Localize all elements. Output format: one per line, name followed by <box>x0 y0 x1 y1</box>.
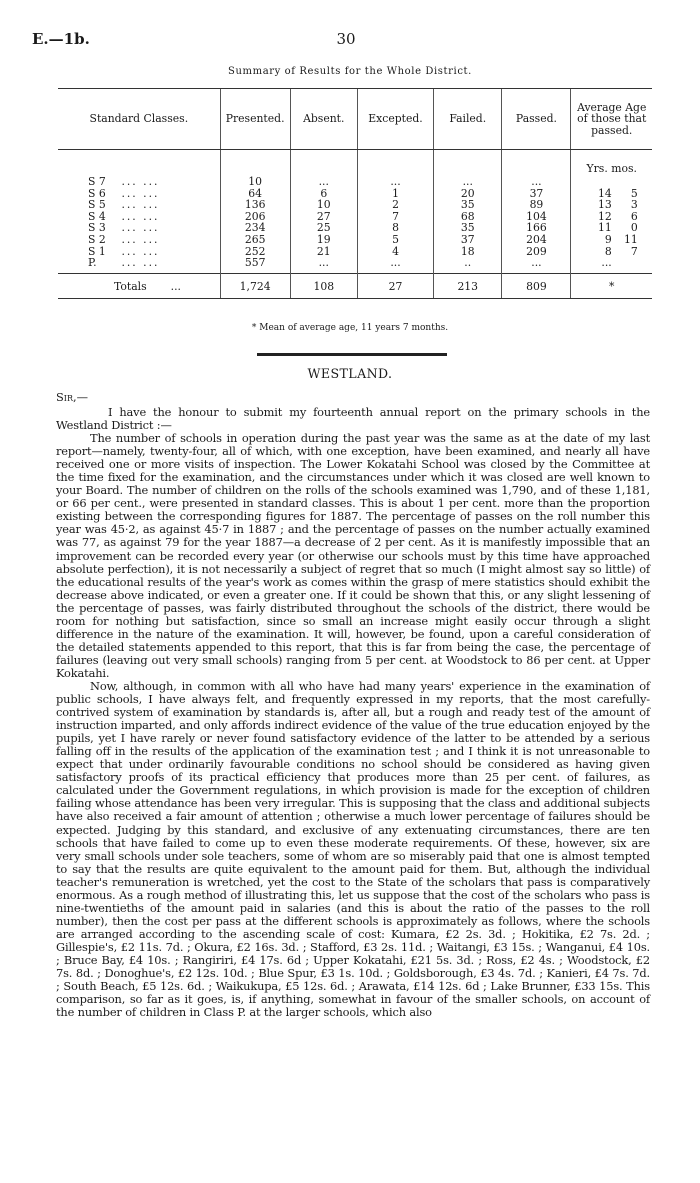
absent-value: ... <box>290 176 357 188</box>
leader-dots: ... ... <box>121 221 160 235</box>
failed-value: 20 <box>434 188 502 200</box>
age-years: 14 <box>597 186 612 200</box>
leader-dots: ... ... <box>121 256 160 270</box>
failed-value: ... <box>434 176 502 188</box>
page-number: 30 <box>336 30 356 48</box>
column-header: Failed. <box>434 89 502 150</box>
presented-value: 557 <box>220 257 290 273</box>
presented-value: 136 <box>220 199 290 211</box>
absent-value: 10 <box>290 199 357 211</box>
leader-dots: ... ... <box>121 232 160 246</box>
class-name: P. <box>88 256 97 270</box>
column-header: Average Age of those that passed. <box>571 89 652 150</box>
paragraph: I have the honour to submit my fourteenth annual report on the primary schools in the Westland District :— <box>56 405 650 433</box>
failed-value: 68 <box>434 211 502 223</box>
section-divider <box>257 353 447 356</box>
absent-value: 19 <box>290 234 357 246</box>
passed-value: 166 <box>502 222 571 234</box>
column-header: Excepted. <box>357 89 433 150</box>
passed-value: 89 <box>502 199 571 211</box>
paragraph: The number of schools in operation during the past year was the same as at the date of my last report—namely, twenty-four, all of which, with one exception, have been examined, and nearly all have received one or more visits of inspection. The Lower Kokatahi School was closed by the Committee at the time fixed for the examination, and the circumstances under which it was closed are well known to your Board. The number of children on the rolls of the schools examined was 1,790, and of these 1,181, or 66 per cent., were presented in standard classes. This is about 1 per cent. more than the proportion existing between the corresponding figures for 1887. The percentage of passes on the roll number this year was 45·2, as against 45·7 in 1887 ; and the percentage of passes on the number actually examined was 77, as against 79 for the year 1887—a decrease of 2 per cent. As it is manifestly impossible that an improvement can be recorded every year (or otherwise our schools must by this time have approached absolute perfection), it is not necessarily a subject of regret that so much (I might almost say so little) of the educational results of the year's work as comes within the grasp of mere statistics should exhibit the decrease above indicated, or even a greater one. If it could be shown that this, or any slight lessening of the percentage of passes, was fairly distributed throughout the schools of the district, there would be room for nothing but satisfaction, since so small an increase might easily occur through a slight difference in the nature of the examination. It will, however, be found, upon a careful consideration of the detailed statements appended to this report, that this is far from being the case, the percentage of failures (leaving out very small schools) ranging from 5 per cent. at Woodstock to 86 per cent. at Upper Kokatahi. <box>56 431 650 680</box>
absent-value: 6 <box>290 188 357 200</box>
column-header: Absent. <box>290 89 357 150</box>
age-years: 11 <box>597 221 612 235</box>
class-name: S 1 <box>88 244 106 258</box>
age-months: 0 <box>630 221 638 235</box>
presented-value: 265 <box>220 234 290 246</box>
age-months: 7 <box>630 244 638 258</box>
table-row <box>58 257 652 273</box>
leader-dots: ... ... <box>121 198 160 212</box>
passed-value: 37 <box>502 188 571 200</box>
excepted-value: 2 <box>357 199 433 211</box>
passed-value: 104 <box>502 211 571 223</box>
age-years: 9 <box>604 232 612 246</box>
total-failed: 213 <box>434 273 502 298</box>
age-years: 13 <box>597 198 612 212</box>
leader-dots: ... ... <box>121 186 160 200</box>
leader-dots: ... <box>170 279 181 293</box>
class-name: S 4 <box>88 209 106 223</box>
results-table <box>58 88 652 299</box>
column-header: Standard Classes. <box>58 89 220 150</box>
leader-dots: ... ... <box>121 244 160 258</box>
salutation: Sir,— <box>56 390 88 404</box>
failed-value: 35 <box>434 199 502 211</box>
page-header <box>32 30 660 52</box>
age-months: 6 <box>630 209 638 223</box>
absent-value: 21 <box>290 246 357 258</box>
class-name: S 7 <box>88 175 106 188</box>
excepted-value: ... <box>357 257 433 273</box>
age-months: 3 <box>630 198 638 212</box>
report-body <box>56 406 650 1019</box>
summary-title: Summary of Results for the Whole District. <box>228 66 472 77</box>
table-footnote: * Mean of average age, 11 years 7 months. <box>251 323 449 333</box>
presented-value: 206 <box>220 211 290 223</box>
column-header: Presented. <box>220 89 290 150</box>
presented-value: 10 <box>220 176 290 188</box>
age-months: 5 <box>630 186 638 200</box>
absent-value: 27 <box>290 211 357 223</box>
age-years: ... <box>601 256 612 270</box>
leader-dots: ... ... <box>121 175 160 188</box>
column-header: Passed. <box>502 89 571 150</box>
total-presented: 1,724 <box>220 273 290 298</box>
excepted-value: 7 <box>357 211 433 223</box>
section-heading: WESTLAND. <box>307 366 393 381</box>
age-years: 12 <box>597 209 612 223</box>
total-passed: 809 <box>502 273 571 298</box>
age-months: 11 <box>623 232 638 246</box>
presented-value: 64 <box>220 188 290 200</box>
age-units: Yrs. mos. <box>571 150 652 177</box>
absent-value: 25 <box>290 222 357 234</box>
passed-value: ... <box>502 257 571 273</box>
failed-value: 18 <box>434 246 502 258</box>
total-absent: 108 <box>290 273 357 298</box>
absent-value: ... <box>290 257 357 273</box>
total-excepted: 27 <box>357 273 433 298</box>
leader-dots: ... ... <box>121 209 160 223</box>
excepted-value: 4 <box>357 246 433 258</box>
totals-row <box>58 273 652 298</box>
class-name: S 6 <box>88 186 106 200</box>
totals-label: Totals <box>114 279 147 293</box>
excepted-value: ... <box>357 176 433 188</box>
table-header-row <box>58 89 652 150</box>
presented-value: 252 <box>220 246 290 258</box>
failed-value: .. <box>434 257 502 273</box>
presented-value: 234 <box>220 222 290 234</box>
total-age-marker: * <box>571 273 652 298</box>
passed-value: ... <box>502 176 571 188</box>
class-name: S 5 <box>88 198 106 212</box>
passed-value: 209 <box>502 246 571 258</box>
excepted-value: 5 <box>357 234 433 246</box>
class-name: S 3 <box>88 221 106 235</box>
failed-value: 37 <box>434 234 502 246</box>
failed-value: 35 <box>434 222 502 234</box>
age-years: 8 <box>604 244 612 258</box>
document-reference: E.—1b. <box>32 30 90 48</box>
excepted-value: 1 <box>357 188 433 200</box>
paragraph: Now, although, in common with all who have had many years' experience in the examination of public schools, I have always felt, and frequently expressed in my reports, that the most carefully-contrived system of examination by standards is, after all, but a rough and ready test of the amount of instruction imparted, and only affords indirect evidence of the value of the true education enjoyed by the pupils, yet I have rarely or never found satisfactory evidence of the latter to be attended by a serious falling off in the results of the application of the examination test ; and I think it is not unreasonable to expect that under ordinarily favourable conditions no school should be considered as having given satisfactory proofs of its practical efficiency that produces more than 25 per cent. of failures, as calculated under the Government regulations, in which provision is made for the exception of children failing whose attendance has been very irregular. This is supposing that the class and additional subjects have also received a fair amount of attention ; otherwise a much lower percentage of failures should be expected. Judging by this standard, and exclusive of any extenuating circumstances, there are ten schools that have failed to come up to even these moderate requirements. Of these, however, six are very small schools under sole teachers, some of whom are so miserably paid that one is almost tempted to say that the results are quite equivalent to the amount paid for them. But, although the individual teacher's remuneration is wretched, yet the cost to the State of the scholars that pass is comparatively enormous. As a rough method of illustrating this, let us suppose that the cost of the scholars who pass is nine-twentieths of the amount paid in salaries (and this is about the ratio of the passes to the roll number), then the cost per pass at the different schools is approximately as follows, where the schools are arranged according to the ascending scale of cost: Kumara, £2 2s. 3d. ; Hokitika, £2 7s. 2d. ; Gillespie's, £2 11s. 7d. ; Okura, £2 16s. 3d. ; Stafford, £3 2s. 11d. ; Waitangi, £3 15s. ; Wanganui, £4 10s. ; Bruce Bay, £4 10s. ; Rangiriri, £4 17s. 6d ; Upper Kokatahi, £21 5s. 3d. ; Ross, £2 4s. ; Woodstock, £2 7s. 8d. ; Donoghue's, £2 12s. 10d. ; Blue Spur, £3 1s. 10d. ; Goldsborough, £3 4s. 7d. ; Kanieri, £4 7s. 7d. ; South Beach, £5 12s. 6d. ; Waikukupa, £5 12s. 6d. ; Arawata, £14 12s. 6d ; Lake Brunner, £33 15s. This comparison, so far as it goes, is, if anything, somewhat in favour of the smaller schools, on account of the number of children in Class P. at the larger schools, which also <box>56 678 650 1020</box>
units-row <box>58 150 652 177</box>
passed-value: 204 <box>502 234 571 246</box>
class-name: S 2 <box>88 232 106 246</box>
excepted-value: 8 <box>357 222 433 234</box>
